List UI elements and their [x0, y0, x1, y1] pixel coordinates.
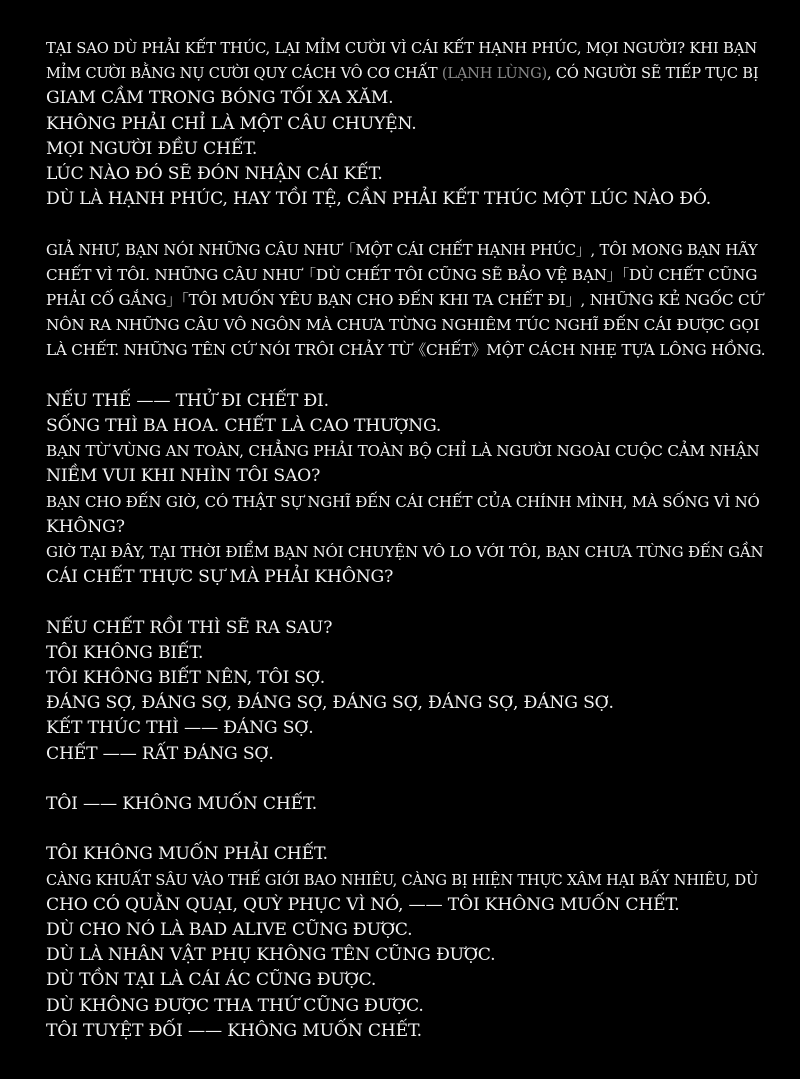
text-segment: PHẢI CỐ GẮNG」「TÔI MUỐN YÊU BẠN CHO ĐẾN KHI TA CHẾT ĐI」, NHỮNG KẺ NGỐC CỨ	[46, 291, 763, 310]
text-segment: NẾU CHẾT RỒI THÌ SẼ RA SAU?	[46, 617, 333, 638]
paragraph	[46, 238, 766, 364]
annotation-text: (LẠNH LÙNG)	[441, 65, 548, 83]
text-line	[46, 61, 766, 86]
text-line	[46, 187, 766, 212]
text-line	[46, 112, 766, 137]
text-segment: KHÔNG?	[46, 516, 125, 537]
text-segment: GIỜ TẠI ĐÂY, TẠI THỜI ĐIỂM BẠN NÓI CHUYỆN VÔ LO VỚI TÔI, BẠN CHƯA TỪNG ĐẾN GẦN	[46, 543, 764, 562]
text-segment: BẠN TỪ VÙNG AN TOÀN, CHẲNG PHẢI TOÀN BỘ CHỈ LÀ NGƯỜI NGOÀI CUỘC CẢM NHẬN	[46, 442, 760, 461]
text-segment: TÔI KHÔNG MUỐN PHẢI CHẾT.	[46, 844, 328, 865]
text-segment: BẠN CHO ĐẾN GIỜ, CÓ THẬT SỰ NGHĨ ĐẾN CÁI CHẾT CỦA CHÍNH MÌNH, MÀ SỐNG VÌ NÓ	[46, 492, 760, 511]
text-segment: LÚC NÀO ĐÓ SẼ ĐÓN NHẬN CÁI KẾT.	[46, 164, 383, 185]
paragraph	[46, 389, 766, 591]
text-segment: NẾU THẾ —— THỬ ĐI CHẾT ĐI.	[46, 390, 329, 411]
text-segment: DÙ LÀ NHÂN VẬT PHỤ KHÔNG TÊN CŨNG ĐƯỢC.	[46, 945, 496, 966]
text-line	[46, 641, 766, 666]
text-line	[46, 666, 766, 691]
text-line	[46, 389, 766, 414]
text-segment: DÙ TỒN TẠI LÀ CÁI ÁC CŨNG ĐƯỢC.	[46, 970, 377, 991]
text-segment: TÔI KHÔNG BIẾT NÊN, TÔI SỢ.	[46, 668, 326, 689]
text-line	[46, 238, 766, 263]
text-line	[46, 1019, 766, 1044]
text-line	[46, 439, 766, 464]
text-segment: CHẾT —— RẤT ĐÁNG SỢ.	[46, 743, 274, 764]
text-line	[46, 414, 766, 439]
text-line	[46, 162, 766, 187]
text-segment: DÙ KHÔNG ĐƯỢC THA THỨ CŨNG ĐƯỢC.	[46, 995, 424, 1016]
text-line	[46, 86, 766, 111]
text-segment: TẠI SAO DÙ PHẢI KẾT THÚC, LẠI MỈM CƯỜI VÌ CÁI KẾT HẠNH PHÚC, MỌI NGƯỜI? KHI BẠN	[46, 40, 757, 57]
text-segment: NÔN RA NHỮNG CÂU VÔ NGÔN MÀ CHƯA TỪNG NGHIÊM TÚC NGHĨ ĐẾN CÁI ĐƯỢC GỌI	[46, 316, 760, 335]
text-segment: TÔI KHÔNG BIẾT.	[46, 642, 204, 663]
paragraph	[46, 792, 766, 817]
paragraph	[46, 616, 766, 767]
text-line	[46, 36, 766, 61]
text-segment: CHẾT VÌ TÔI. NHỮNG CÂU NHƯ「DÙ CHẾT TÔI CŨNG SẼ BẢO VỆ BẠN」「DÙ CHẾT CŨNG	[46, 265, 758, 284]
paragraph	[46, 36, 766, 212]
paragraph	[46, 842, 766, 1044]
text-line	[46, 968, 766, 993]
text-segment: MỈM CƯỜI BẰNG NỤ CƯỜI QUY CÁCH VÔ CƠ CHẤT	[46, 65, 442, 83]
text-line	[46, 893, 766, 918]
text-segment: GIAM CẦM TRONG BÓNG TỐI XA XĂM.	[46, 88, 394, 109]
text-line	[46, 868, 766, 893]
text-line	[46, 263, 766, 288]
text-segment: ĐÁNG SỢ, ĐÁNG SỢ, ĐÁNG SỢ, ĐÁNG SỢ, ĐÁNG SỢ, ĐÁNG SỢ.	[46, 693, 614, 714]
text-segment: TÔI —— KHÔNG MUỐN CHẾT.	[46, 794, 317, 815]
text-segment: NIỀM VUI KHI NHÌN TÔI SAO?	[46, 466, 321, 487]
text-line	[46, 742, 766, 767]
text-line	[46, 490, 766, 515]
text-line	[46, 918, 766, 943]
text-segment: CÁI CHẾT THỰC SỰ MÀ PHẢI KHÔNG?	[46, 567, 394, 588]
text-line	[46, 994, 766, 1019]
text-segment: KHÔNG PHẢI CHỈ LÀ MỘT CÂU CHUYỆN.	[46, 113, 417, 134]
text-line	[46, 515, 766, 540]
text-segment: , CÓ NGƯỜI SẼ TIẾP TỤC BỊ	[547, 65, 759, 83]
text-line	[46, 540, 766, 565]
text-line	[46, 137, 766, 162]
text-line	[46, 943, 766, 968]
text-line	[46, 792, 766, 817]
text-line	[46, 716, 766, 741]
text-page	[46, 36, 766, 1044]
text-segment: SỐNG THÌ BA HOA. CHẾT LÀ CAO THƯỢNG.	[46, 416, 442, 437]
text-line	[46, 616, 766, 641]
text-line	[46, 565, 766, 590]
text-segment: KẾT THÚC THÌ —— ĐÁNG SỢ.	[46, 718, 314, 739]
text-segment: TÔI TUYỆT ĐỐI —— KHÔNG MUỐN CHẾT.	[46, 1020, 422, 1041]
text-segment: LÀ CHẾT. NHỮNG TÊN CỨ NÓI TRÔI CHẢY TỪ《CHẾT》MỘT CÁCH NHẸ TỰA LÔNG HỒNG.	[46, 341, 766, 360]
text-line	[46, 691, 766, 716]
text-line	[46, 313, 766, 338]
text-line	[46, 288, 766, 313]
text-segment: CHO CÓ QUẰN QUẠI, QUỲ PHỤC VÌ NÓ, —— TÔI KHÔNG MUỐN CHẾT.	[46, 894, 680, 915]
text-segment: DÙ LÀ HẠNH PHÚC, HAY TỒI TỆ, CẦN PHẢI KẾT THÚC MỘT LÚC NÀO ĐÓ.	[46, 189, 712, 210]
text-line	[46, 338, 766, 363]
text-segment: GIẢ NHƯ, BẠN NÓI NHỮNG CÂU NHƯ「MỘT CÁI CHẾT HẠNH PHÚC」, TÔI MONG BẠN HÃY	[46, 241, 758, 259]
text-segment: MỌI NGƯỜI ĐỀU CHẾT.	[46, 138, 258, 159]
text-line	[46, 842, 766, 867]
text-segment: CÀNG KHUẤT SÂU VÀO THẾ GIỚI BAO NHIÊU, CÀNG BỊ HIỆN THỰC XÂM HẠI BẤY NHIÊU, DÙ	[46, 871, 759, 889]
text-line	[46, 464, 766, 489]
text-segment: DÙ CHO NÓ LÀ BAD ALIVE CŨNG ĐƯỢC.	[46, 920, 413, 941]
